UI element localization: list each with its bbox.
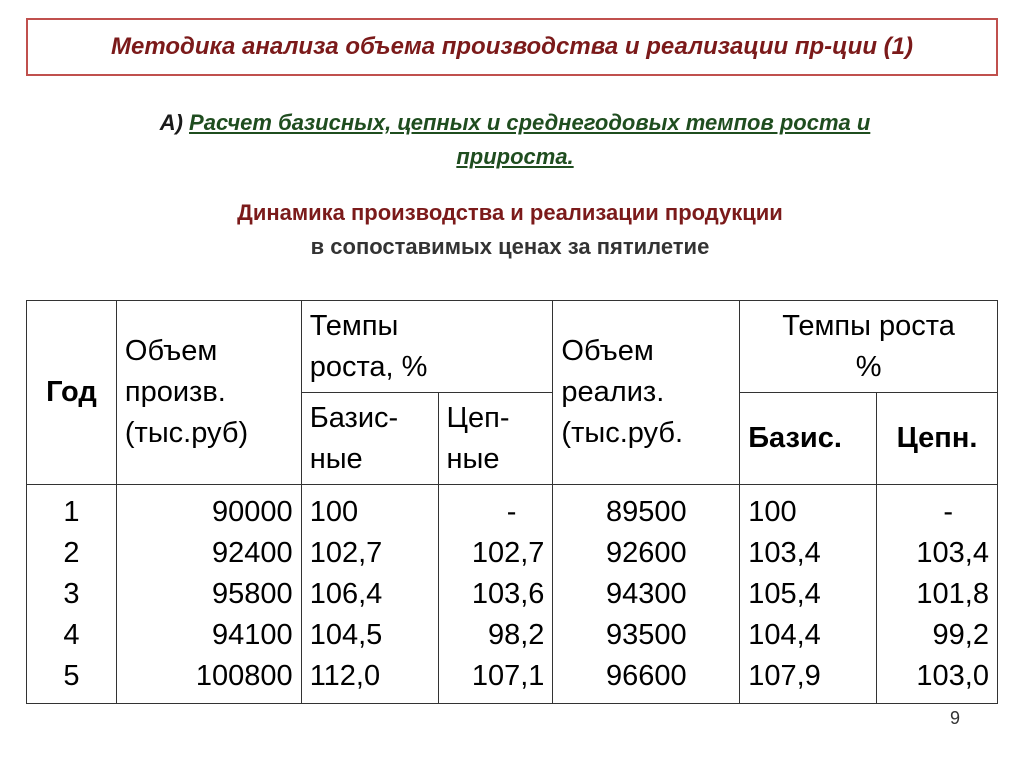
cell-prod-chain: - [506,495,517,528]
cell-year: 4 [63,618,80,651]
title-box [26,18,998,76]
table-heading [60,196,960,264]
cell-prod-basis: 106,4 [309,577,383,610]
cell-sales-basis: 103,4 [748,536,821,569]
cell-year: 3 [63,577,80,610]
cell-prod-chain: 98,2 [487,618,545,651]
col-prod-volume [116,485,301,704]
header-sales-rates: Темпы роста % [740,301,998,393]
subtitle [40,106,990,174]
cell-prod-volume: 92400 [212,536,293,569]
header-prod-basis: Базис- ные [301,393,438,485]
cell-prod-chain: 103,6 [471,577,545,610]
cell-prod-chain: 107,1 [471,659,545,692]
cell-sales-chain: 101,8 [916,577,989,610]
subtitle-text-line2: прироста. [456,144,574,169]
cell-sales-chain: 103,0 [916,659,989,692]
header-sales-basis: Базис. [740,393,877,485]
cell-year: 2 [63,536,80,569]
col-prod-chain [438,485,553,704]
cell-prod-volume: 100800 [195,659,293,692]
cell-year: 1 [63,495,80,528]
header-year: Год [27,301,117,485]
cell-prod-basis: 102,7 [309,536,383,569]
cell-year: 5 [63,659,80,692]
cell-sales-volume: 93500 [605,618,687,651]
cell-prod-volume: 95800 [212,577,293,610]
cell-prod-basis: 104,5 [309,618,383,651]
col-years [27,485,117,704]
header-sales-chain: Цепн. [877,393,998,485]
cell-sales-volume: 92600 [605,536,687,569]
col-sales-basis [740,485,877,704]
table-heading-line1: Динамика производства и реализации продукции [237,200,783,225]
page-number: 9 [950,708,961,728]
col-sales-chain [877,485,998,704]
cell-sales-volume: 89500 [605,495,687,528]
header-prod-rates: Темпы роста, % [301,301,553,393]
header-prod-chain: Цеп- ные [438,393,553,485]
cell-prod-basis: 100 [309,495,359,528]
col-sales-volume [553,485,740,704]
cell-prod-volume: 94100 [212,618,293,651]
cell-sales-volume: 96600 [605,659,687,692]
cell-sales-chain: 103,4 [916,536,989,569]
subtitle-text-line1: Расчет базисных, цепных и среднегодовых темпов роста и [189,110,871,135]
cell-sales-chain: - [943,495,953,528]
subtitle-prefix: А) [159,110,183,135]
cell-prod-chain: 102,7 [471,536,545,569]
cell-sales-chain: 99,2 [932,618,989,651]
col-prod-basis [301,485,438,704]
cell-sales-volume: 94300 [605,577,687,610]
table-heading-line2: в сопоставимых ценах за пятилетие [310,234,710,259]
cell-sales-basis: 104,4 [748,618,821,651]
cell-sales-basis: 107,9 [748,659,821,692]
cell-prod-basis: 112,0 [309,659,381,692]
header-sales-volume: Объем реализ. (тыс.руб. [553,301,740,485]
header-prod-volume: Объем произв. (тыс.руб) [116,301,301,485]
slide-title: Методика анализа объема производства и реализации пр-ции (1) [111,33,913,60]
cell-sales-basis: 105,4 [748,577,821,610]
cell-sales-basis: 100 [748,495,797,528]
cell-prod-volume: 90000 [212,495,293,528]
dynamics-table [26,300,998,704]
